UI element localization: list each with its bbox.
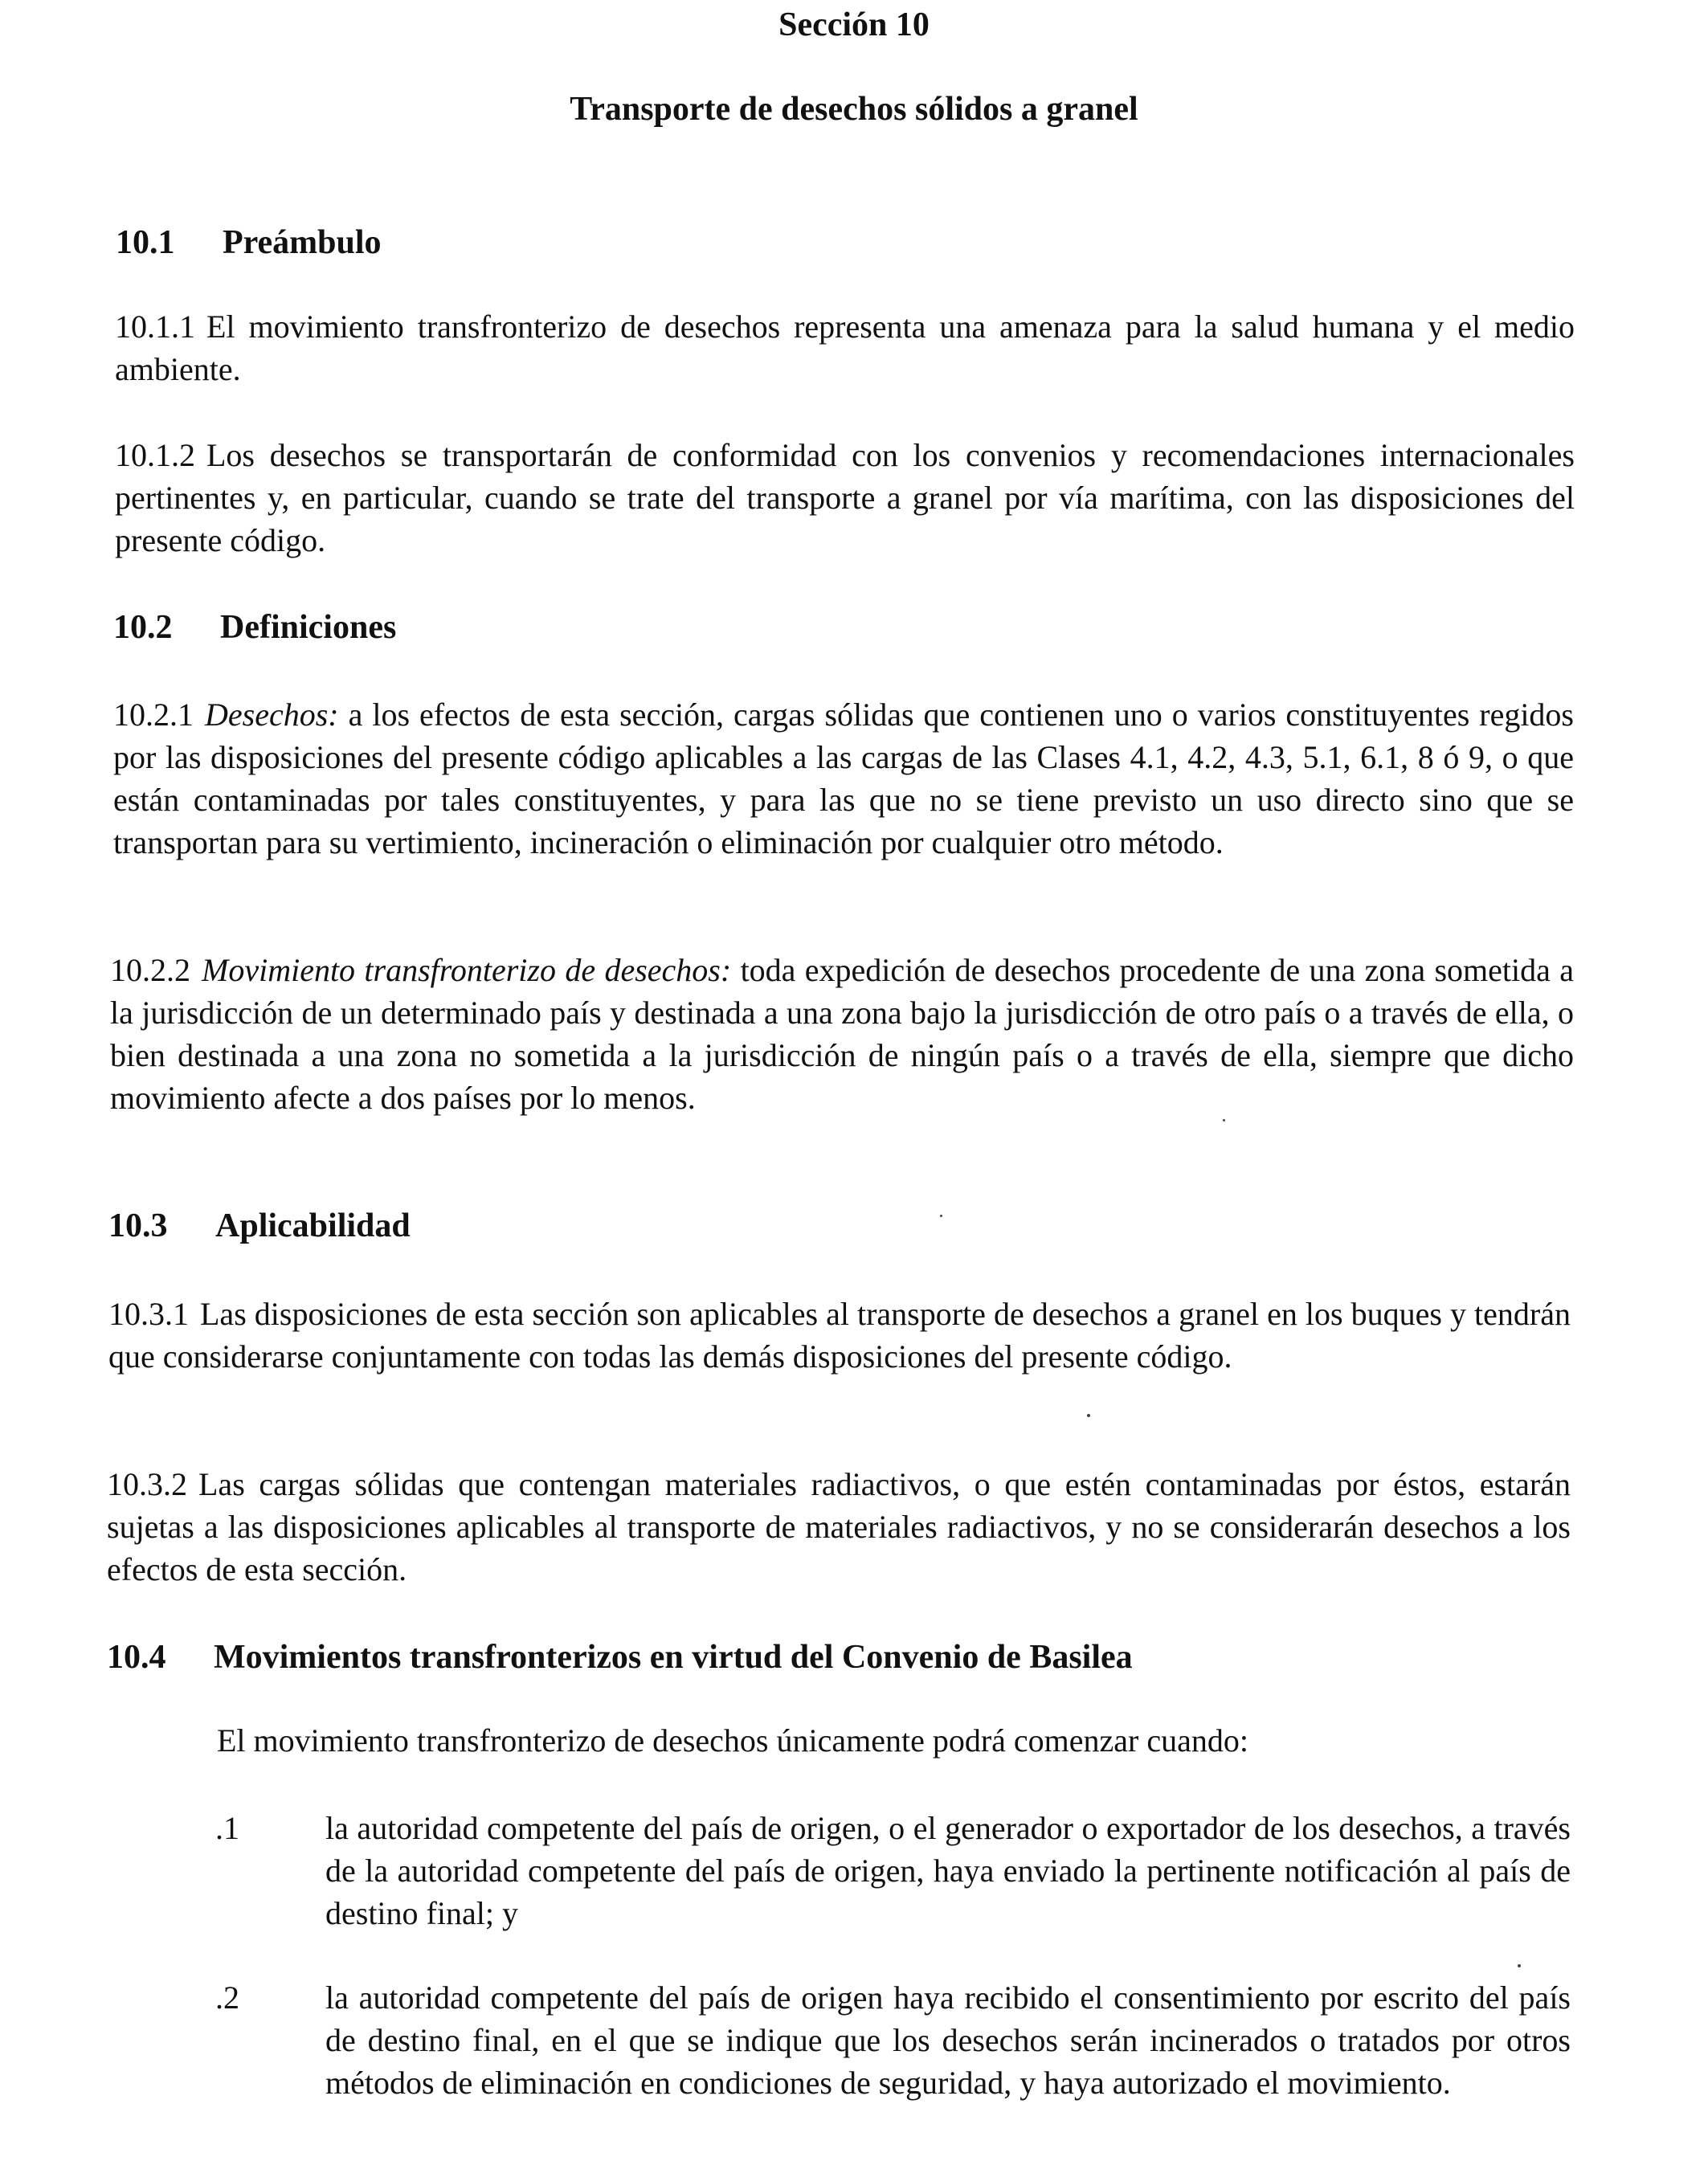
paragraph-text: a los efectos de esta sección, cargas sólidas que contienen uno o varios constituyentes regidos por las disposiciones del presente código aplicables a las cargas de las Clases 4.1, 4.2, 4.3, 5.1, 6.1, 8 ó 9, o que están contaminadas por tales constituyentes, y para las que no se tiene previsto un uso directo sino que se transportan para su vertimiento, incineración o eliminación por cualquier otro método. [113,697,1575,860]
section-subtitle: Transporte de desechos sólidos a granel [570,91,1138,128]
scan-speck [1223,1119,1225,1121]
paragraph-number: 10.1.1 [115,308,195,345]
heading-title: Preámbulo [223,224,382,261]
section-title: Sección 10 [778,6,930,43]
paragraph-10-3-1 [108,1293,1571,1378]
paragraph-text: Las cargas sólidas que contengan materiales radiactivos, o que estén contaminadas por éstos, estarán sujetas a las disposiciones aplicables al transporte de materiales radiactivos, y no se considerarán desechos a los efectos de esta sección. [107,1466,1571,1587]
paragraph-10-2-1 [113,693,1574,864]
heading-number: 10.1 [116,224,175,261]
paragraph-10-1-2 [115,434,1575,562]
paragraph-text: El movimiento transfronterizo de desechos representa una amenaza para la salud humana y el medio ambiente. [115,308,1575,387]
scan-speck [940,1215,942,1217]
heading-number: 10.4 [107,1639,166,1676]
paragraph-10-3-2 [107,1463,1571,1591]
paragraph-number: 10.2.1 [113,697,194,733]
scan-speck [1518,1964,1521,1967]
heading-10-4 [107,1636,1133,1678]
paragraph-text: Las disposiciones de esta sección son aplicables al transporte de desechos a granel en los buques y tendrán que considerarse conjuntamente con todas las demás disposiciones del presente código. [108,1296,1571,1375]
paragraph-number: 10.2.2 [110,952,190,988]
heading-10-3 [108,1205,411,1247]
heading-10-1 [116,222,382,263]
heading-number: 10.3 [108,1207,168,1244]
list-item-number: .2 [215,1979,239,2016]
list-item-text: la autoridad competente del país de origen haya recibido el consentimiento por escrito del país de destino final, en el que se indique que los desechos serán incinerados o tratados por otros métodos de eliminación en condiciones de seguridad, y haya autorizado el movimiento. [325,1979,1571,2101]
heading-number: 10.2 [113,609,173,646]
list-item-number: .1 [215,1810,239,1846]
paragraph-number: 10.1.2 [115,437,195,473]
paragraph-10-2-2 [110,949,1574,1119]
section-intro: El movimiento transfronterizo de desechos únicamente podrá comenzar cuando: [217,1722,1248,1759]
paragraph-10-1-1 [115,305,1575,390]
paragraph-number: 10.3.2 [107,1466,187,1502]
heading-title: Definiciones [220,609,397,646]
paragraph-term: Movimiento transfronterizo de desechos: [202,952,732,988]
heading-title: Aplicabilidad [215,1207,411,1244]
heading-title: Movimientos transfronterizos en virtud del Convenio de Basilea [214,1639,1133,1676]
paragraph-text: toda expedición de desechos procedente de una zona sometida a la jurisdicción de un determinado país y destinada a una zona bajo la jurisdicción de otro país o a través de ella, o bien destinada a una zona no sometida a la jurisdicción de ningún país o a través de ella, siempre que dicho movimiento afecte a dos países por lo menos. [110,952,1575,1116]
paragraph-term: Desechos: [205,697,339,733]
paragraph-text: Los desechos se transportarán de conformidad con los convenios y recomendaciones internacionales pertinentes y, en particular, cuando se trate del transporte a granel por vía marítima, con las disposiciones del presente código. [115,437,1575,558]
heading-10-2 [113,607,396,648]
list-item-text: la autoridad competente del país de origen, o el generador o exportador de los desechos, a través de la autoridad competente del país de origen, haya enviado la pertinente notificación al país de destino final; y [325,1810,1571,1931]
paragraph-number: 10.3.1 [108,1296,189,1332]
scan-speck [1087,1414,1090,1417]
